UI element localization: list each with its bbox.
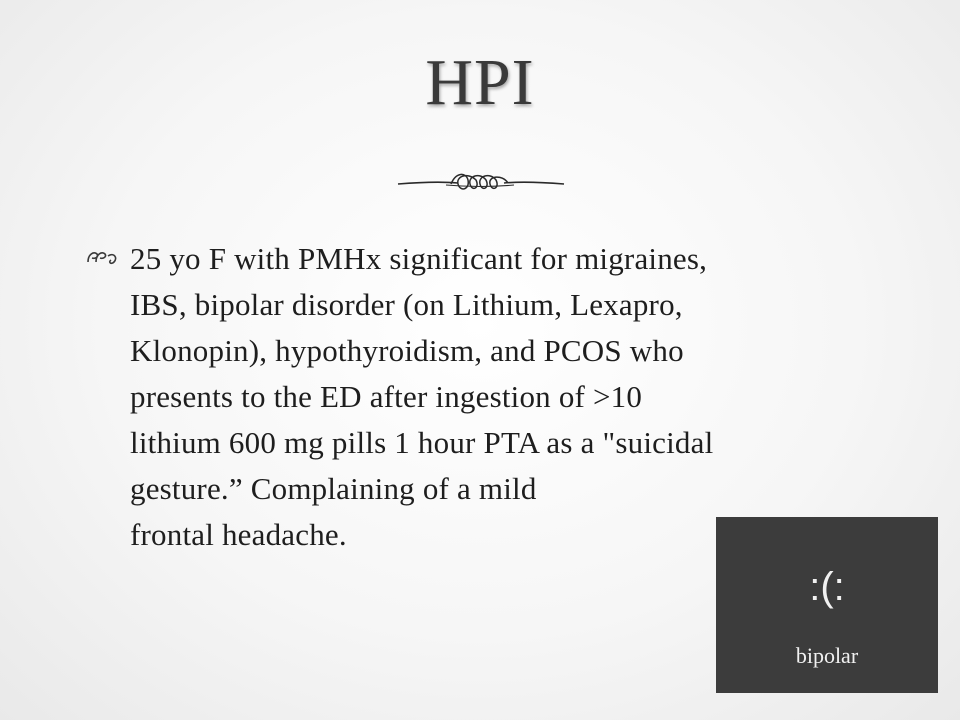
bullet-line: gesture.” Complaining of a mild	[130, 471, 537, 506]
slide-title: HPI	[425, 46, 535, 119]
curly-quote-bullet-icon	[84, 248, 122, 270]
bullet-line: presents to the ED after ingestion of >10	[130, 379, 643, 414]
tile-face-symbol: :(:	[809, 565, 845, 609]
bullet-line: frontal headache.	[130, 517, 347, 552]
bipolar-image-tile	[716, 517, 938, 693]
bullet-line: IBS, bipolar disorder (on Lithium, Lexapro,	[130, 287, 683, 322]
bullet-line: 25 yo F with PMHx significant for migraines,	[130, 241, 708, 276]
tile-caption: bipolar	[795, 643, 859, 668]
bullet-item	[84, 236, 874, 558]
bullet-text	[130, 236, 874, 558]
flourish-divider-icon	[396, 168, 566, 198]
bullet-line: Klonopin), hypothyroidism, and PCOS who	[130, 333, 684, 368]
bullet-line: lithium 600 mg pills 1 hour PTA as a "suicidal	[130, 425, 714, 460]
